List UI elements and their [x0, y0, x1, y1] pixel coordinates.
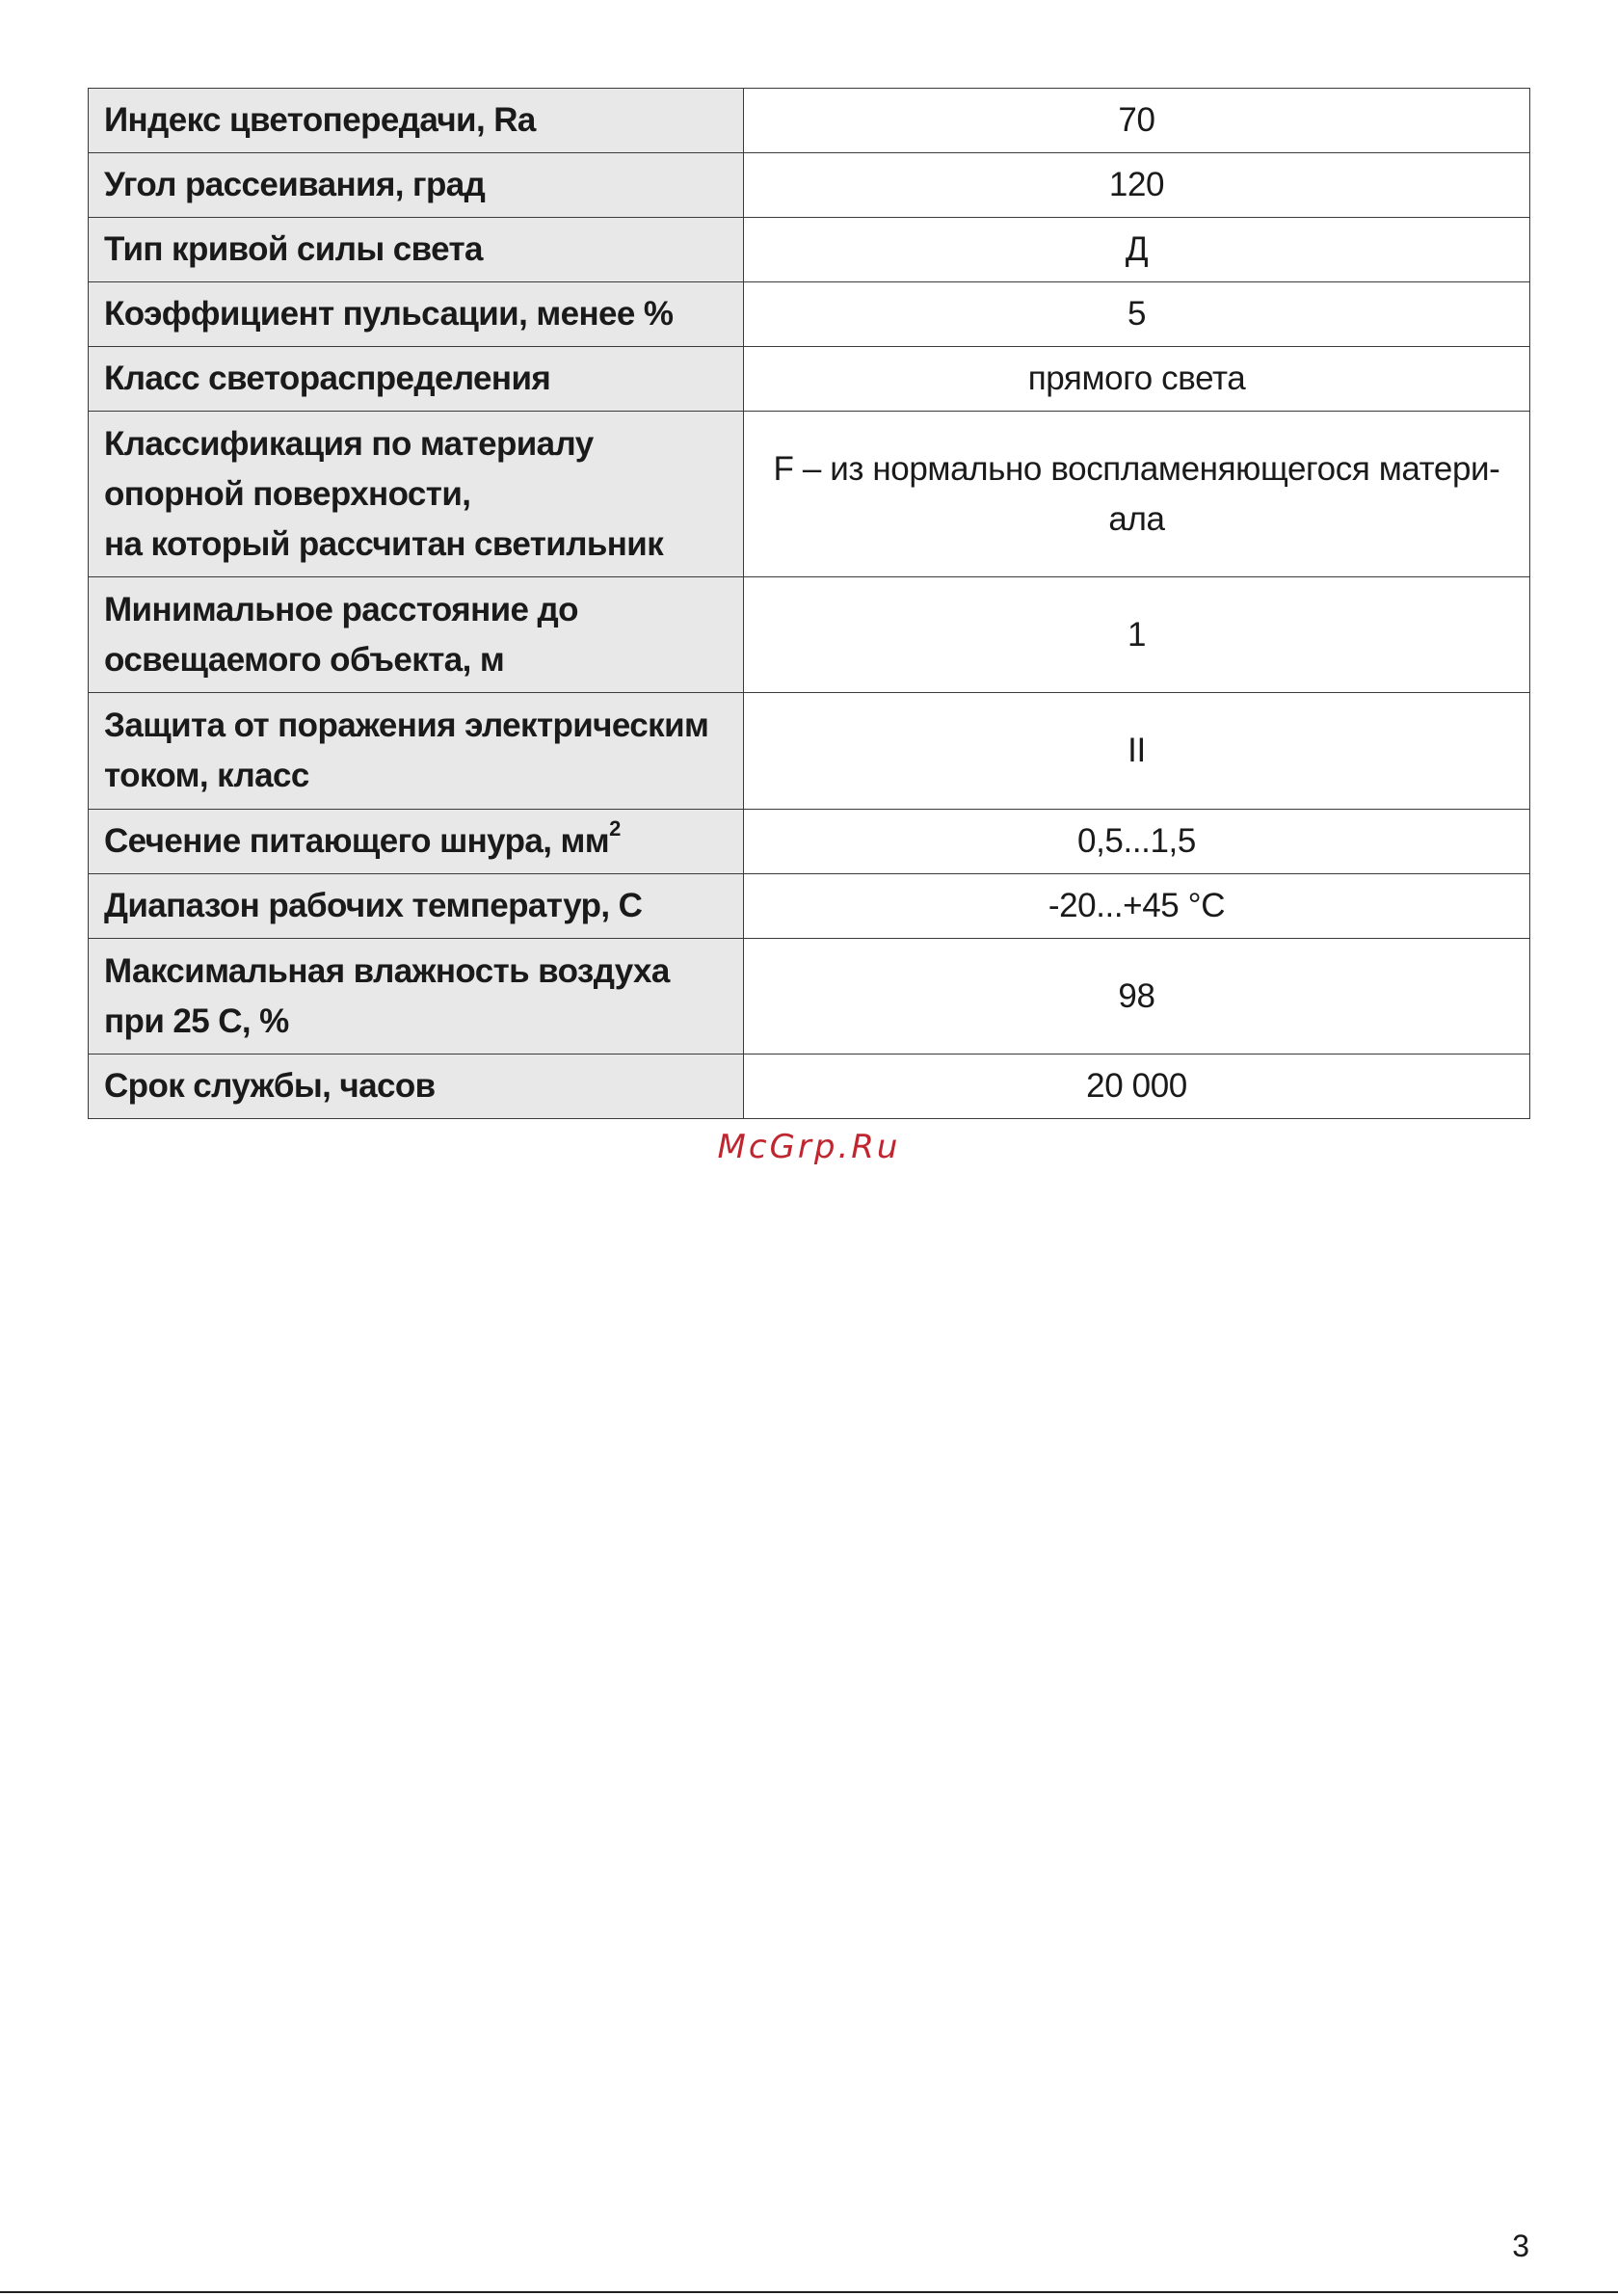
table-row — [89, 810, 1530, 874]
bottom-rule — [0, 2291, 1618, 2293]
param-cell — [89, 693, 744, 810]
page-number: 3 — [1512, 2229, 1529, 2263]
value-cell — [744, 1055, 1530, 1119]
param-cell — [89, 282, 744, 347]
value-cell — [744, 218, 1530, 282]
value-cell — [744, 577, 1530, 693]
table-row — [89, 153, 1530, 218]
param-label-line: опорной поверхности, — [104, 474, 471, 513]
param-value: Д — [1125, 230, 1149, 268]
param-label: Коэффициент пульсации, менее % — [104, 295, 674, 333]
param-label-text: Сечение питающего шнура, мм — [104, 822, 610, 860]
value-cell — [744, 282, 1530, 347]
param-label-line: Классификация по материалу — [104, 424, 594, 463]
param-value: 5 — [1127, 295, 1147, 333]
param-cell — [89, 153, 744, 218]
param-label: Тип кривой силы света — [104, 230, 483, 268]
table-row — [89, 577, 1530, 693]
param-value: 70 — [1118, 101, 1155, 139]
param-value: -20...+45 °С — [1048, 887, 1226, 924]
param-label: Класс светораспределения — [104, 360, 551, 397]
param-cell — [89, 810, 744, 874]
superscript: 2 — [609, 816, 621, 841]
param-label: Индекс цветопередачи, Ra — [104, 101, 536, 139]
table-row — [89, 693, 1530, 810]
param-value: 20 000 — [1086, 1067, 1187, 1105]
value-cell — [744, 412, 1530, 577]
param-label: Срок службы, часов — [104, 1067, 436, 1105]
value-cell — [744, 153, 1530, 218]
param-cell — [89, 89, 744, 153]
param-label-line: на который рассчитан светильник — [104, 524, 664, 563]
param-cell — [89, 412, 744, 577]
param-cell — [89, 347, 744, 412]
param-cell — [89, 577, 744, 693]
param-label-line: освещаемого объекта, м — [104, 640, 505, 679]
param-value: 98 — [1118, 976, 1155, 1015]
param-value: 1 — [1127, 615, 1147, 654]
table-row — [89, 412, 1530, 577]
watermark: McGrp.Ru — [717, 1128, 901, 1166]
table-row — [89, 347, 1530, 412]
param-value: 0,5...1,5 — [1077, 822, 1196, 860]
value-cell — [744, 89, 1530, 153]
value-cell — [744, 810, 1530, 874]
value-cell — [744, 939, 1530, 1055]
param-label-line: Защита от поражения электрическим — [104, 707, 709, 744]
param-cell — [89, 218, 744, 282]
param-value-line: ала — [1108, 499, 1165, 538]
value-cell — [744, 874, 1530, 939]
table-row — [89, 89, 1530, 153]
param-label-line: Минимальное расстояние до — [104, 590, 578, 628]
table-row — [89, 1055, 1530, 1119]
param-cell — [89, 939, 744, 1055]
param-label: Угол рассеивания, град — [104, 166, 486, 203]
param-value: II — [1127, 732, 1146, 769]
param-label: Диапазон рабочих температур, С — [104, 887, 643, 924]
table-row — [89, 939, 1530, 1055]
param-value-line: F – из нормально воспламеняющегося матери- — [773, 449, 1500, 488]
value-cell — [744, 693, 1530, 810]
table-row — [89, 218, 1530, 282]
param-label-line: при 25 С, % — [104, 1001, 289, 1040]
param-label-line: Максимальная влажность воздуха — [104, 951, 670, 990]
value-cell — [744, 347, 1530, 412]
param-cell — [89, 874, 744, 939]
param-label — [104, 816, 621, 867]
param-value: 120 — [1108, 166, 1165, 203]
param-value: прямого света — [1027, 360, 1246, 397]
spec-table — [88, 88, 1530, 1119]
param-cell — [89, 1055, 744, 1119]
table-row — [89, 874, 1530, 939]
table-row — [89, 282, 1530, 347]
param-label-line: током, класс — [104, 757, 309, 794]
